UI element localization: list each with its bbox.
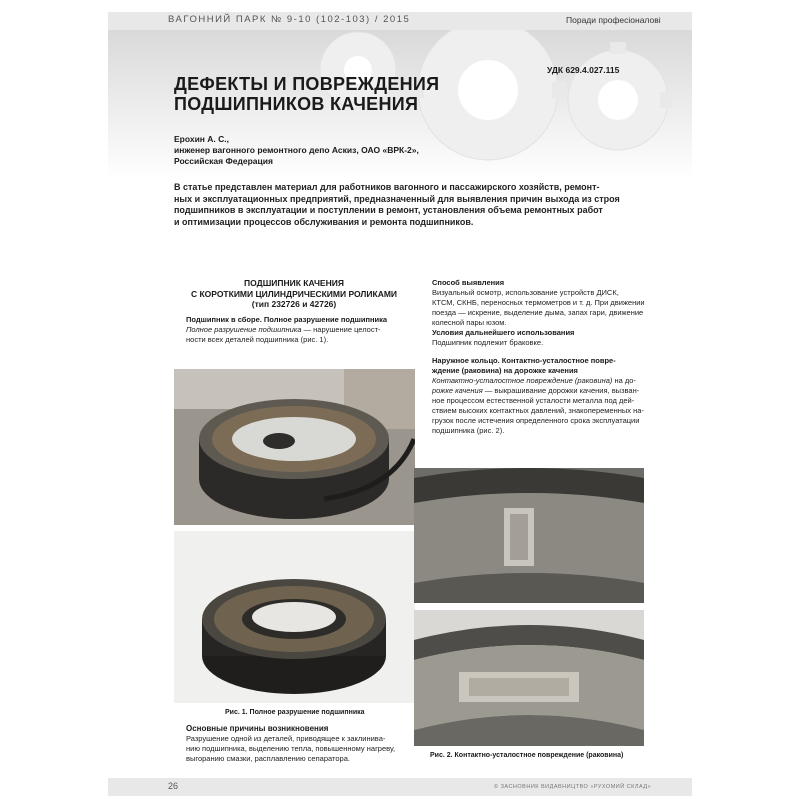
title-line: ДЕФЕКТЫ И ПОВРЕЖДЕНИЯ bbox=[174, 74, 440, 94]
publisher-note: © ЗАСНОВНИК ВИДАВНИЦТВО «РУХОМИЙ СКЛАД» bbox=[494, 784, 652, 790]
footer-band bbox=[108, 778, 692, 796]
ring-heading: Наружное кольцо. Контактно-усталостное повре- ждение (раковина) на дорожке качения bbox=[432, 356, 616, 375]
detect-heading: Способ выявления bbox=[432, 278, 505, 287]
causes-heading: Основные причины возникновения bbox=[186, 724, 329, 733]
section-title: ПОДШИПНИК КАЧЕНИЯ С КОРОТКИМИ ЦИЛИНДРИЧЕСКИМИ РОЛИКАМИ (тип 232726 и 42726) bbox=[190, 278, 398, 309]
figure-2-caption: Рис. 2. Контактно-усталостное повреждение (раковина) bbox=[430, 752, 624, 759]
author-affiliation: инженер вагонного ремонтного депо Аскиз, ОАО «ВРК-2», bbox=[174, 145, 419, 155]
abstract bbox=[174, 182, 644, 228]
outer-ring-photo-top bbox=[414, 468, 644, 603]
journal-issue: ВАГОННИЙ ПАРК № 9-10 (102-103) / 2015 bbox=[168, 14, 411, 25]
udk-code: УДК 629.4.027.115 bbox=[547, 65, 620, 75]
author-country: Российская Федерация bbox=[174, 156, 273, 166]
bearing-photo-top bbox=[174, 369, 415, 525]
author-name: Ерохин А. С., bbox=[174, 134, 230, 144]
abstract-line: и оптимизации процессов обслуживания и ремонта подшипников. bbox=[174, 216, 474, 227]
ring-text: Контактно-усталостное повреждение (раковина) на до- рожке качения — выкрашивание дорожки качения, вызван- ное процессом естественной усталости металла под дей- ствием высоких контактных давлений, знакопеременных на- грузок после истечения определенного срока эксплуатации подшипника (рис. 2). bbox=[432, 376, 644, 435]
page-number: 26 bbox=[168, 781, 179, 791]
column-right bbox=[422, 278, 652, 436]
article-title bbox=[174, 74, 439, 114]
causes-block bbox=[174, 724, 414, 764]
use-heading: Условия дальнейшего использования bbox=[432, 328, 575, 337]
figure-1-caption: Рис. 1. Полное разрушение подшипника bbox=[225, 709, 365, 716]
causes-text: Разрушение одной из деталей, приводящее к заклинива- нию подшипника, выделению тепла, повышенному нагреву, выгоранию смазки, расплавлению сепаратора. bbox=[186, 734, 396, 763]
paragraph: Полное разрушение подшипника — нарушение целост- ности всех деталей подшипника (рис. 1). bbox=[186, 324, 381, 344]
header-band bbox=[108, 12, 692, 30]
column-left bbox=[174, 278, 414, 345]
outer-ring-photo-bottom bbox=[414, 610, 644, 746]
bearing-photo-bottom bbox=[174, 531, 415, 703]
title-line: ПОДШИПНИКОВ КАЧЕНИЯ bbox=[174, 94, 419, 114]
abstract-line: подшипников в эксплуатации и поступлении в ремонт, установления объема ремонтных работ bbox=[174, 205, 603, 215]
subheading: Подшипник в сборе. Полное разрушение подшипника bbox=[186, 314, 388, 324]
author-block bbox=[174, 134, 419, 167]
abstract-line: В статье представлен материал для работников вагонного и пассажирского хозяйств, ремонт- bbox=[174, 182, 600, 192]
section-name: Поради професіоналові bbox=[566, 15, 661, 25]
use-text: Подшипник подлежит браковке. bbox=[432, 338, 544, 347]
abstract-line: ных и эксплуатационных предприятий, предназначенный для выявления причин выхода из строя bbox=[174, 193, 620, 204]
journal-page bbox=[108, 12, 692, 796]
detect-text: Визуальный осмотр, использование устройств ДИСК, КТСМ, СКНБ, переносных термометров и т. д. При движении поезда — искрение, выделение дыма, запах гари, движение колесной пары юзом. bbox=[432, 288, 645, 327]
